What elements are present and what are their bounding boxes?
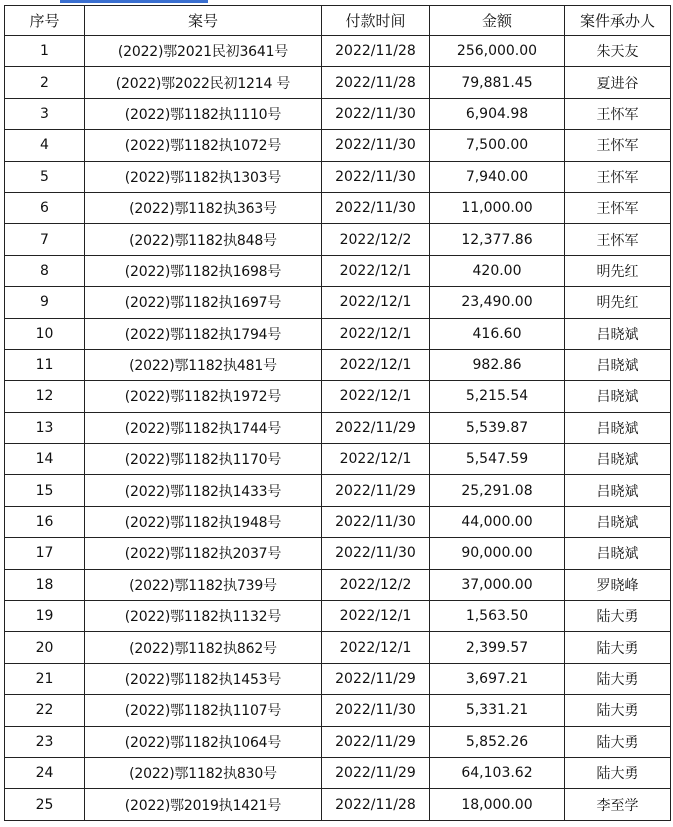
cell-payment-date: 2022/11/28 xyxy=(322,36,430,67)
cell-amount: 5,547.59 xyxy=(430,444,565,475)
cell-case-handler: 明先红 xyxy=(565,287,671,318)
table-row xyxy=(5,412,671,443)
cell-case-number: (2022)鄂1182执363号 xyxy=(85,192,322,223)
payment-table xyxy=(4,5,671,821)
cell-payment-date: 2022/11/30 xyxy=(322,506,430,537)
table-row xyxy=(5,287,671,318)
table-row xyxy=(5,192,671,223)
cell-case-number: (2022)鄂1182执1303号 xyxy=(85,161,322,192)
cell-amount: 18,000.00 xyxy=(430,789,565,820)
cell-index: 8 xyxy=(5,255,85,286)
table-row xyxy=(5,98,671,129)
cell-case-number: (2022)鄂1182执1972号 xyxy=(85,381,322,412)
cell-case-handler: 陆大勇 xyxy=(565,601,671,632)
cell-payment-date: 2022/12/1 xyxy=(322,255,430,286)
table-row xyxy=(5,757,671,788)
cell-index: 9 xyxy=(5,287,85,318)
cell-case-handler: 吕晓斌 xyxy=(565,381,671,412)
cell-case-handler: 王怀军 xyxy=(565,130,671,161)
cell-index: 4 xyxy=(5,130,85,161)
cell-payment-date: 2022/11/29 xyxy=(322,726,430,757)
cell-index: 10 xyxy=(5,318,85,349)
cell-amount: 23,490.00 xyxy=(430,287,565,318)
table-row xyxy=(5,475,671,506)
cell-payment-date: 2022/12/2 xyxy=(322,569,430,600)
cell-case-handler: 李至学 xyxy=(565,789,671,820)
header-payment-date: 付款时间 xyxy=(322,6,430,36)
cell-index: 25 xyxy=(5,789,85,820)
cell-index: 3 xyxy=(5,98,85,129)
cell-payment-date: 2022/11/29 xyxy=(322,663,430,694)
cell-index: 11 xyxy=(5,349,85,380)
cell-payment-date: 2022/12/1 xyxy=(322,444,430,475)
cell-case-number: (2022)鄂1182执1064号 xyxy=(85,726,322,757)
cell-case-handler: 陆大勇 xyxy=(565,695,671,726)
cell-case-handler: 朱天友 xyxy=(565,36,671,67)
cell-case-number: (2022)鄂1182执1698号 xyxy=(85,255,322,286)
cell-case-handler: 王怀军 xyxy=(565,224,671,255)
cell-case-handler: 吕晓斌 xyxy=(565,538,671,569)
cell-amount: 44,000.00 xyxy=(430,506,565,537)
table-row xyxy=(5,318,671,349)
cell-amount: 11,000.00 xyxy=(430,192,565,223)
table-row xyxy=(5,349,671,380)
cell-index: 14 xyxy=(5,444,85,475)
cell-case-handler: 夏进谷 xyxy=(565,67,671,98)
cell-case-number: (2022)鄂1182执1132号 xyxy=(85,601,322,632)
table-row xyxy=(5,663,671,694)
table-row xyxy=(5,161,671,192)
cell-amount: 416.60 xyxy=(430,318,565,349)
cell-payment-date: 2022/12/1 xyxy=(322,349,430,380)
cell-case-number: (2022)鄂2019执1421号 xyxy=(85,789,322,820)
cell-case-handler: 吕晓斌 xyxy=(565,349,671,380)
cell-amount: 6,904.98 xyxy=(430,98,565,129)
cell-case-handler: 吕晓斌 xyxy=(565,412,671,443)
cell-amount: 37,000.00 xyxy=(430,569,565,600)
cell-case-number: (2022)鄂1182执481号 xyxy=(85,349,322,380)
cell-amount: 7,940.00 xyxy=(430,161,565,192)
cell-index: 15 xyxy=(5,475,85,506)
table-row xyxy=(5,789,671,820)
cell-case-handler: 陆大勇 xyxy=(565,757,671,788)
cell-case-number: (2022)鄂1182执1948号 xyxy=(85,506,322,537)
cell-case-number: (2022)鄂1182执1697号 xyxy=(85,287,322,318)
cell-index: 17 xyxy=(5,538,85,569)
table-row xyxy=(5,726,671,757)
cell-amount: 1,563.50 xyxy=(430,601,565,632)
cell-case-handler: 吕晓斌 xyxy=(565,506,671,537)
cell-amount: 79,881.45 xyxy=(430,67,565,98)
cell-payment-date: 2022/11/29 xyxy=(322,475,430,506)
cell-payment-date: 2022/11/28 xyxy=(322,789,430,820)
cell-case-number: (2022)鄂1182执1433号 xyxy=(85,475,322,506)
header-index: 序号 xyxy=(5,6,85,36)
table-header xyxy=(5,6,671,36)
cell-index: 2 xyxy=(5,67,85,98)
cell-payment-date: 2022/12/1 xyxy=(322,632,430,663)
cell-payment-date: 2022/11/30 xyxy=(322,695,430,726)
cell-case-number: (2022)鄂1182执1107号 xyxy=(85,695,322,726)
cell-case-number: (2022)鄂2021民初3641号 xyxy=(85,36,322,67)
cell-case-number: (2022)鄂1182执848号 xyxy=(85,224,322,255)
header-case-handler: 案件承办人 xyxy=(565,6,671,36)
cell-case-number: (2022)鄂2022民初1214 号 xyxy=(85,67,322,98)
header-case-number: 案号 xyxy=(85,6,322,36)
cell-amount: 3,697.21 xyxy=(430,663,565,694)
cell-payment-date: 2022/12/1 xyxy=(322,287,430,318)
table-row xyxy=(5,381,671,412)
cell-amount: 420.00 xyxy=(430,255,565,286)
table-row xyxy=(5,36,671,67)
cell-payment-date: 2022/12/1 xyxy=(322,381,430,412)
cell-index: 6 xyxy=(5,192,85,223)
cell-index: 13 xyxy=(5,412,85,443)
cell-amount: 12,377.86 xyxy=(430,224,565,255)
cell-case-number: (2022)鄂1182执1794号 xyxy=(85,318,322,349)
cell-case-number: (2022)鄂1182执2037号 xyxy=(85,538,322,569)
cell-case-number: (2022)鄂1182执1744号 xyxy=(85,412,322,443)
cell-case-handler: 王怀军 xyxy=(565,98,671,129)
cell-case-number: (2022)鄂1182执830号 xyxy=(85,757,322,788)
cell-case-handler: 罗晓峰 xyxy=(565,569,671,600)
cell-index: 19 xyxy=(5,601,85,632)
cell-case-handler: 明先红 xyxy=(565,255,671,286)
cell-amount: 982.86 xyxy=(430,349,565,380)
cell-case-number: (2022)鄂1182执1110号 xyxy=(85,98,322,129)
cell-index: 16 xyxy=(5,506,85,537)
table-body xyxy=(5,36,671,821)
cell-index: 18 xyxy=(5,569,85,600)
cell-index: 5 xyxy=(5,161,85,192)
cell-case-handler: 陆大勇 xyxy=(565,632,671,663)
table-row xyxy=(5,255,671,286)
header-amount: 金额 xyxy=(430,6,565,36)
cell-payment-date: 2022/11/30 xyxy=(322,161,430,192)
cell-index: 7 xyxy=(5,224,85,255)
cell-case-number: (2022)鄂1182执1072号 xyxy=(85,130,322,161)
header-row xyxy=(5,6,671,36)
cell-payment-date: 2022/11/30 xyxy=(322,98,430,129)
cell-amount: 90,000.00 xyxy=(430,538,565,569)
table-row xyxy=(5,601,671,632)
cell-amount: 2,399.57 xyxy=(430,632,565,663)
cell-amount: 5,539.87 xyxy=(430,412,565,443)
cell-payment-date: 2022/11/30 xyxy=(322,130,430,161)
cell-index: 24 xyxy=(5,757,85,788)
cell-case-handler: 陆大勇 xyxy=(565,726,671,757)
cell-payment-date: 2022/11/29 xyxy=(322,757,430,788)
cell-index: 20 xyxy=(5,632,85,663)
cell-case-handler: 吕晓斌 xyxy=(565,444,671,475)
table-row xyxy=(5,444,671,475)
cell-case-number: (2022)鄂1182执1170号 xyxy=(85,444,322,475)
table-row xyxy=(5,130,671,161)
table-row xyxy=(5,506,671,537)
cell-index: 1 xyxy=(5,36,85,67)
cell-amount: 5,331.21 xyxy=(430,695,565,726)
cell-payment-date: 2022/12/2 xyxy=(322,224,430,255)
cell-index: 22 xyxy=(5,695,85,726)
cell-amount: 64,103.62 xyxy=(430,757,565,788)
cell-index: 23 xyxy=(5,726,85,757)
cell-payment-date: 2022/11/29 xyxy=(322,412,430,443)
cell-payment-date: 2022/12/1 xyxy=(322,318,430,349)
table-row xyxy=(5,224,671,255)
table-row xyxy=(5,67,671,98)
cell-index: 21 xyxy=(5,663,85,694)
cell-payment-date: 2022/12/1 xyxy=(322,601,430,632)
table-row xyxy=(5,695,671,726)
cell-case-handler: 吕晓斌 xyxy=(565,475,671,506)
cell-payment-date: 2022/11/30 xyxy=(322,192,430,223)
top-accent-line xyxy=(60,0,208,3)
table-row xyxy=(5,538,671,569)
cell-amount: 25,291.08 xyxy=(430,475,565,506)
cell-case-number: (2022)鄂1182执1453号 xyxy=(85,663,322,694)
cell-case-handler: 王怀军 xyxy=(565,192,671,223)
table-row xyxy=(5,569,671,600)
cell-case-number: (2022)鄂1182执862号 xyxy=(85,632,322,663)
cell-case-handler: 吕晓斌 xyxy=(565,318,671,349)
cell-amount: 5,852.26 xyxy=(430,726,565,757)
cell-payment-date: 2022/11/30 xyxy=(322,538,430,569)
cell-case-number: (2022)鄂1182执739号 xyxy=(85,569,322,600)
cell-amount: 5,215.54 xyxy=(430,381,565,412)
cell-amount: 7,500.00 xyxy=(430,130,565,161)
cell-case-handler: 陆大勇 xyxy=(565,663,671,694)
cell-case-handler: 王怀军 xyxy=(565,161,671,192)
cell-index: 12 xyxy=(5,381,85,412)
cell-amount: 256,000.00 xyxy=(430,36,565,67)
table-row xyxy=(5,632,671,663)
cell-payment-date: 2022/11/28 xyxy=(322,67,430,98)
